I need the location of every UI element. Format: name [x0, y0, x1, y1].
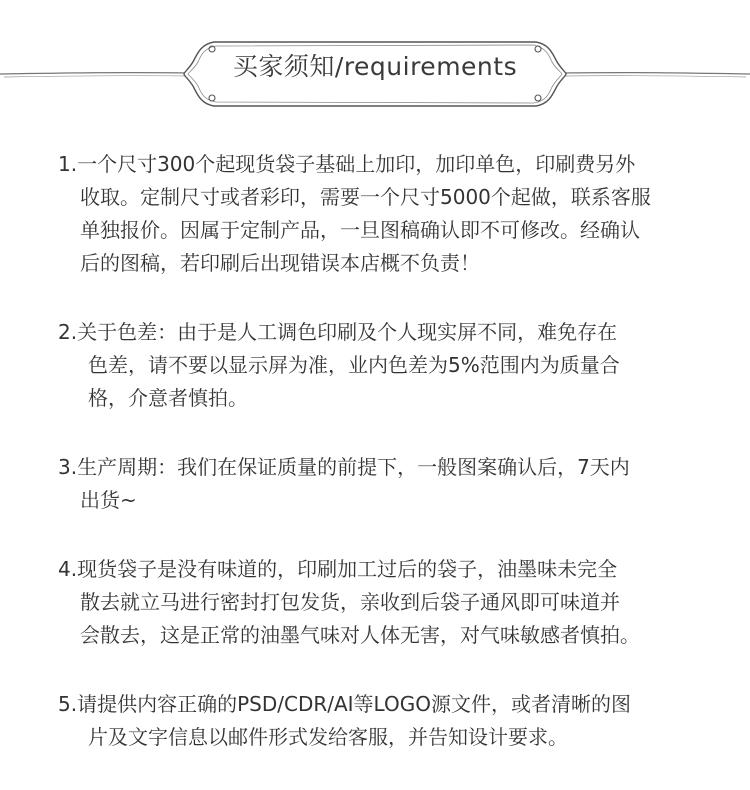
rule-line: 5.请提供内容正确的PSD/CDR/AI等LOGO源文件，或者清晰的图	[58, 692, 631, 716]
rule-item	[58, 553, 728, 652]
rule-line: 3.生产周期：我们在保证质量的前提下，一般图案确认后，7天内	[58, 455, 630, 479]
header-banner	[0, 30, 750, 110]
rule-line: 1.一个尺寸300个起现货袋子基础上加印，加印单色，印刷费另外	[58, 152, 636, 176]
rule-item	[58, 451, 728, 517]
rule-line: 单独报价。因属于定制产品，一旦图稿确认即不可修改。经确认	[80, 218, 640, 242]
rule-line: 散去就立马进行密封打包发货，亲收到后袋子通风即可味道并	[80, 590, 620, 614]
rule-item	[58, 148, 728, 280]
rule-line: 4.现货袋子是没有味道的，印刷加工过后的袋子，油墨味未完全	[58, 557, 618, 581]
rule-line: 片及文字信息以邮件形式发给客服，并告知设计要求。	[88, 725, 568, 749]
rule-line: 格，介意者慎拍。	[88, 386, 248, 410]
rule-item	[58, 316, 728, 415]
rule-line: 后的图稿，若印刷后出现错误本店概不负责！	[80, 251, 480, 275]
rule-item	[58, 688, 728, 754]
page-title: 买家须知/requirements	[232, 52, 518, 81]
rules-list	[58, 148, 728, 790]
rule-line: 出货~	[80, 488, 137, 512]
rule-line: 色差，请不要以显示屏为准，业内色差为5%范围内为质量合	[88, 353, 620, 377]
rule-line: 收取。定制尺寸或者彩印，需要一个尺寸5000个起做，联系客服	[80, 185, 651, 209]
rule-line: 会散去，这是正常的油墨气味对人体无害，对气味敏感者慎拍。	[80, 623, 640, 647]
rule-line: 2.关于色差：由于是人工调色印刷及个人现实屏不同，难免存在	[58, 320, 618, 344]
